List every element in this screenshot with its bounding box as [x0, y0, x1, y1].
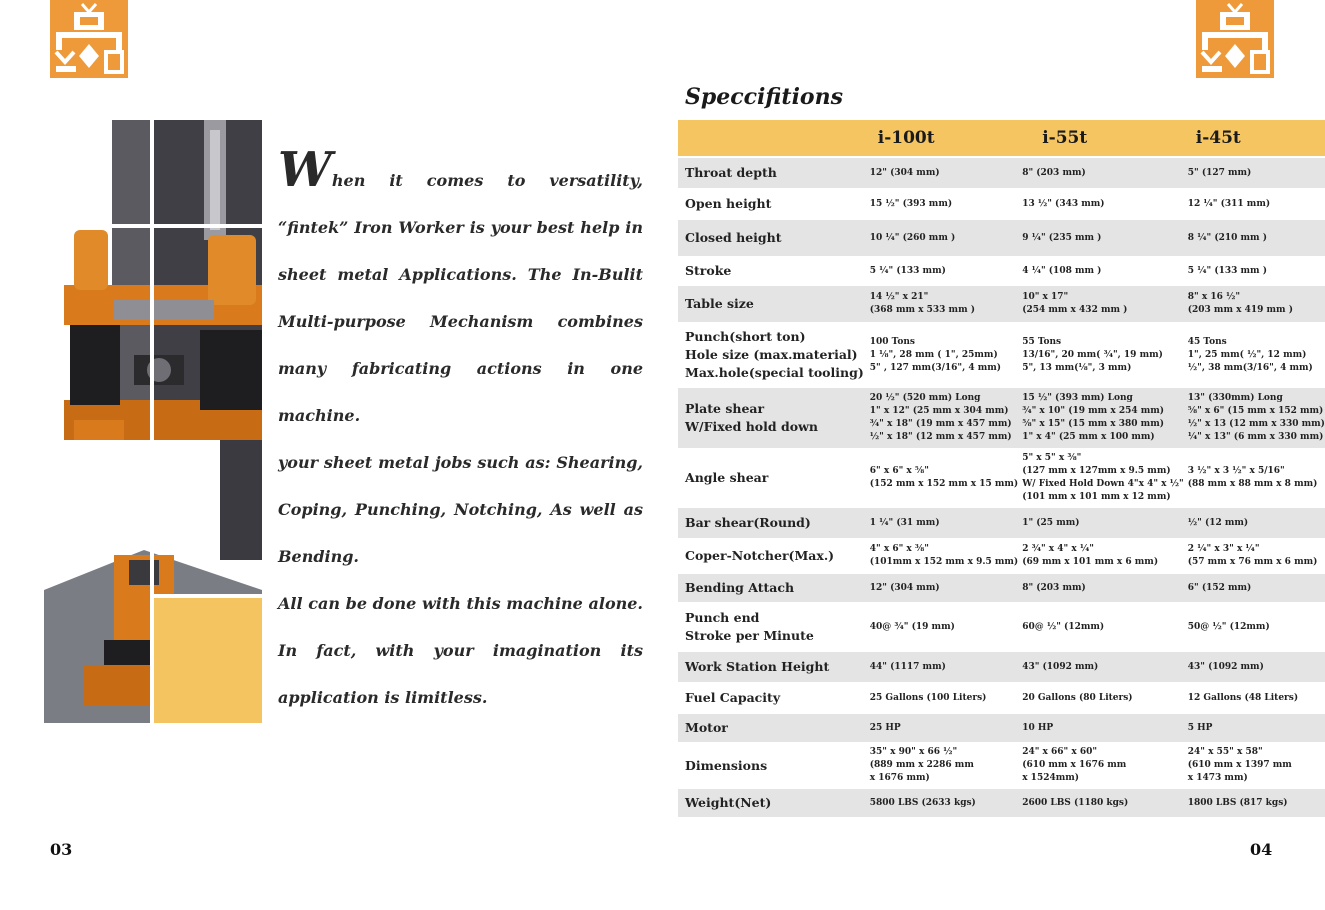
spec-value — [1018, 572, 1184, 602]
spec-value-line: (610 mm x 1397 mm — [1187, 760, 1292, 770]
spec-value-line: 8" x 16 ½" — [1187, 292, 1241, 302]
spec-value-line: 12" (304 mm) — [869, 582, 940, 593]
spec-value-line: 13" (330mm) Long — [1187, 393, 1283, 403]
spec-row — [678, 284, 1325, 322]
spec-value — [864, 712, 1018, 742]
spec-label-line: Bar shear(Round) — [685, 515, 811, 530]
page-number-right: 04 — [1250, 840, 1273, 859]
spec-value — [1018, 506, 1184, 538]
spec-value — [1018, 742, 1184, 787]
spec-label-line: Table size — [685, 296, 754, 311]
spec-value — [1184, 284, 1325, 322]
spec-value-line: (889 mm x 2286 mm — [869, 760, 974, 770]
drop-cap: W — [278, 142, 332, 198]
spec-value — [1018, 218, 1184, 256]
spec-value-line: 100 Tons — [869, 336, 915, 347]
spec-label — [678, 682, 864, 712]
spec-value-line: (101mm x 152 mm x 9.5 mm) — [869, 557, 1019, 567]
spec-label-line: Plate shear — [685, 401, 765, 416]
spec-label — [678, 712, 864, 742]
spec-value-line: 4" x 6" x ⅜" — [869, 544, 929, 554]
spec-value — [864, 322, 1018, 386]
spec-label-line: Angle shear — [685, 470, 769, 485]
spec-value-line: 10 ¼" (260 mm ) — [869, 232, 956, 243]
spec-value-line: 8" (203 mm) — [1022, 582, 1086, 593]
spec-label-line: Open height — [685, 196, 772, 211]
spec-value-line: 6" (152 mm) — [1187, 582, 1252, 593]
spec-value — [864, 602, 1018, 650]
spec-value-line: 43" (1092 mm) — [1022, 661, 1099, 672]
spec-value — [864, 572, 1018, 602]
spec-value-line: 12 ¼" (311 mm) — [1187, 198, 1271, 209]
spec-value — [1018, 188, 1184, 218]
model-header-i-45t: i-45t — [1184, 120, 1325, 156]
spec-value-line: ¼" x 13" (6 mm x 330 mm) — [1187, 432, 1324, 442]
spec-row — [678, 256, 1325, 284]
spec-value — [1184, 256, 1325, 284]
spec-label-line: Stroke — [685, 263, 732, 278]
spec-value-line: 2 ¾" x 4" x ¼" — [1022, 544, 1094, 554]
spec-value-line: 45 Tons — [1187, 336, 1227, 347]
spec-row — [678, 787, 1325, 817]
spec-value-line: 5 ¼" (133 mm) — [869, 265, 946, 276]
spec-value — [864, 284, 1018, 322]
spec-value-line: 4 ¼" (108 mm ) — [1022, 265, 1102, 276]
spec-value — [1184, 650, 1325, 682]
intro-paragraph-3: All can be done with this machine alone. In fact, with your imagination its application is limitless. — [278, 594, 643, 707]
spec-label — [678, 218, 864, 256]
spec-value-line: 8" (203 mm) — [1022, 167, 1086, 178]
model-header-i-55t: i-55t — [1018, 120, 1184, 156]
spec-value-line: ¾" x 10" (19 mm x 254 mm) — [1022, 406, 1165, 416]
spec-label — [678, 506, 864, 538]
spec-value — [1018, 602, 1184, 650]
spec-value-line: ¾" x 18" (19 mm x 457 mm) — [869, 419, 1012, 429]
spec-value — [864, 448, 1018, 506]
spec-value — [1018, 650, 1184, 682]
spec-row — [678, 538, 1325, 572]
spec-label — [678, 188, 864, 218]
spec-row — [678, 218, 1325, 256]
spec-label-line: Dimensions — [685, 757, 768, 773]
spec-row — [678, 188, 1325, 218]
spec-value-line: 35" x 90" x 66 ½" — [869, 747, 958, 757]
spec-label-line: Bending Attach — [685, 580, 795, 595]
spec-label — [678, 156, 864, 188]
spec-value — [1184, 787, 1325, 817]
spec-value-line: 24" x 55" x 58" — [1187, 747, 1263, 757]
spec-value-line: ⅝" x 6" (15 mm x 152 mm) — [1187, 406, 1324, 416]
spec-label — [678, 448, 864, 506]
page-number-left: 03 — [50, 840, 73, 859]
spec-value-line: 5" (127 mm) — [1187, 167, 1252, 178]
spec-value-line: (254 mm x 432 mm ) — [1022, 305, 1128, 315]
fintek-robot-logo-icon — [50, 0, 128, 78]
spec-value-line: x 1676 mm) — [869, 773, 930, 783]
spec-value — [864, 538, 1018, 572]
spec-value — [1018, 156, 1184, 188]
spec-value-line: 15 ½" (393 mm) Long — [1022, 393, 1133, 403]
spec-value-line: (57 mm x 76 mm x 6 mm) — [1187, 557, 1318, 567]
spec-value-line: 10 HP — [1022, 722, 1054, 733]
spec-label-line: Throat depth — [685, 165, 777, 180]
spec-value-line: 2 ¼" x 3" x ¼" — [1187, 544, 1260, 554]
spec-value-line: 12" (304 mm) — [869, 167, 940, 178]
spec-value — [1184, 506, 1325, 538]
spec-header-empty — [678, 120, 864, 156]
spec-label — [678, 572, 864, 602]
spec-value-line: 20 ½" (520 mm) Long — [869, 393, 981, 403]
spec-value — [864, 156, 1018, 188]
spec-value-line: 44" (1117 mm) — [869, 661, 946, 672]
spec-label-line: Punch end — [685, 610, 760, 625]
spec-value — [1018, 386, 1184, 448]
spec-value-line: 40@ ¾" (19 mm) — [869, 621, 955, 632]
spec-value — [864, 386, 1018, 448]
spec-label — [678, 284, 864, 322]
spec-value-line: 1" x 4" (25 mm x 100 mm) — [1022, 432, 1155, 442]
spec-value — [1018, 284, 1184, 322]
spec-row — [678, 322, 1325, 386]
spec-value-line: 1" x 12" (25 mm x 304 mm) — [869, 406, 1009, 416]
spec-label-line: Closed height — [685, 230, 782, 245]
spec-value-line: x 1524mm) — [1022, 773, 1080, 783]
spec-label — [678, 322, 864, 386]
spec-row — [678, 448, 1325, 506]
spec-label — [678, 256, 864, 284]
spec-value — [1184, 572, 1325, 602]
spec-value-line: 24" x 66" x 60" — [1022, 747, 1098, 757]
spec-label-line: Work Station Height — [685, 659, 830, 674]
spec-value-line: ⅝" x 15" (15 mm x 380 mm) — [1022, 419, 1164, 429]
spec-value — [864, 742, 1018, 787]
spec-value-line: 5" , 127 mm(3/16", 4 mm) — [869, 362, 1002, 373]
spec-value-line: 6" x 6" x ⅝" — [869, 466, 929, 476]
spec-label-line: Fuel Capacity — [685, 690, 781, 705]
spec-value — [1184, 682, 1325, 712]
spec-value-line: 1 ¼" (31 mm) — [869, 517, 940, 528]
spec-value — [1184, 538, 1325, 572]
spec-label — [678, 386, 864, 448]
spec-value — [1018, 682, 1184, 712]
spec-value-line: 14 ½" x 21" — [869, 292, 929, 302]
spec-value — [1184, 322, 1325, 386]
spec-value — [1018, 538, 1184, 572]
spec-value — [1184, 188, 1325, 218]
spec-value-line: 5" x 5" x ⅜" — [1022, 453, 1082, 463]
spec-value — [1184, 156, 1325, 188]
spec-value — [864, 506, 1018, 538]
spec-row — [678, 572, 1325, 602]
spec-value-line: ½" x 18" (12 mm x 457 mm) — [869, 432, 1012, 442]
spec-value-line: (69 mm x 101 mm x 6 mm) — [1022, 557, 1159, 567]
spec-label — [678, 538, 864, 572]
spec-value — [1184, 386, 1325, 448]
spec-row — [678, 156, 1325, 188]
spec-value-line: 3 ½" x 3 ½" x 5/16" — [1187, 466, 1285, 476]
spec-value-line: 1" (25 mm) — [1022, 517, 1080, 528]
spec-row — [678, 506, 1325, 538]
spec-value-line: ½" x 13 (12 mm x 330 mm) — [1187, 419, 1325, 429]
spec-value-line: (152 mm x 152 mm x 15 mm) — [869, 479, 1019, 489]
spec-value-line: 13/16", 20 mm( ¾", 19 mm) — [1022, 349, 1163, 360]
spec-value — [864, 787, 1018, 817]
spec-table — [678, 120, 1325, 817]
intro-text — [278, 142, 643, 721]
spec-value-line: (127 mm x 127mm x 9.5 mm) — [1022, 466, 1171, 476]
spec-value-line: 5800 LBS (2633 kgs) — [869, 797, 976, 808]
spec-label-line: Coper-Notcher(Max.) — [685, 548, 835, 563]
spec-row — [678, 682, 1325, 712]
spec-value-line: 20 Gallons (80 Liters) — [1022, 692, 1133, 703]
spec-value-line: ½" (12 mm) — [1187, 517, 1249, 528]
spec-value — [1018, 322, 1184, 386]
spec-value-line: 15 ½" (393 mm) — [869, 198, 953, 209]
spec-label-line: Weight(Net) — [685, 795, 772, 810]
spec-value-line: (203 mm x 419 mm ) — [1187, 305, 1293, 315]
intro-paragraph-1: When it comes to versatility, “fintek” Iron Worker is your best help in sheet metal Applications. The In-Bulit Multi-purpose Mechanism combines many fabricating actions in one machine. — [278, 142, 643, 425]
spec-value-line: 1", 25 mm( ½", 12 mm) — [1187, 349, 1307, 360]
spec-row — [678, 712, 1325, 742]
spec-value-line: 13 ½" (343 mm) — [1022, 198, 1105, 209]
spec-value-line: 25 Gallons (100 Liters) — [869, 692, 987, 703]
spec-value-line: 5 HP — [1187, 722, 1213, 733]
spec-value — [1184, 712, 1325, 742]
spec-label-line: Max.hole(special tooling) — [685, 365, 864, 380]
model-header-i-100t: i-100t — [864, 120, 1018, 156]
spec-row — [678, 386, 1325, 448]
spec-value — [864, 650, 1018, 682]
spec-label — [678, 742, 864, 787]
spec-value — [1018, 256, 1184, 284]
spec-value-line: x 1473 mm) — [1187, 773, 1248, 783]
spec-value — [1184, 448, 1325, 506]
spec-row — [678, 742, 1325, 787]
spec-label — [678, 602, 864, 650]
spec-value-line: 5 ¼" (133 mm ) — [1187, 265, 1267, 276]
spec-row — [678, 650, 1325, 682]
spec-value — [864, 682, 1018, 712]
spec-value-line: 60@ ½" (12mm) — [1022, 621, 1105, 632]
spec-value-line: W/ Fixed Hold Down 4"x 4" x ½" — [1022, 479, 1184, 489]
spec-value — [1184, 742, 1325, 787]
spec-label-line: Motor — [685, 720, 728, 735]
iron-worker-machine-photo — [44, 120, 262, 723]
spec-value-line: (610 mm x 1676 mm — [1022, 760, 1127, 770]
spec-value-line: 5", 13 mm(⅛", 3 mm) — [1022, 362, 1132, 373]
spec-label-line: Punch(short ton) — [685, 329, 806, 344]
spec-value — [1018, 448, 1184, 506]
spec-value-line: 25 HP — [869, 722, 901, 733]
spec-value-line: ½", 38 mm(3/16", 4 mm) — [1187, 362, 1313, 373]
spec-value-line: 43" (1092 mm) — [1187, 661, 1264, 672]
spec-table-body — [678, 156, 1325, 817]
spec-value — [864, 188, 1018, 218]
spec-value — [1184, 602, 1325, 650]
spec-value-line: 1800 LBS (817 kgs) — [1187, 797, 1288, 808]
spec-label — [678, 650, 864, 682]
spec-value-line: (101 mm x 101 mm x 12 mm) — [1022, 492, 1171, 502]
spec-header-row — [678, 120, 1325, 156]
spec-title: Speccifitions — [685, 84, 843, 110]
spec-value-line: 55 Tons — [1022, 336, 1062, 347]
spec-label-line: Stroke per Minute — [685, 628, 814, 643]
spec-value — [864, 218, 1018, 256]
spec-value-line: (368 mm x 533 mm ) — [869, 305, 975, 315]
spec-value — [1184, 218, 1325, 256]
spec-label — [678, 787, 864, 817]
spec-label-line: Hole size (max.material) — [685, 347, 858, 362]
fintek-robot-logo-icon — [1196, 0, 1274, 78]
intro-paragraph-2: your sheet metal jobs such as: Shearing, Coping, Punching, Notching, As well as Bending. — [278, 453, 643, 566]
spec-label-line: W/Fixed hold down — [685, 419, 818, 434]
spec-row — [678, 602, 1325, 650]
spec-value-line: 8 ¼" (210 mm ) — [1187, 232, 1267, 243]
spec-value-line: 2600 LBS (1180 kgs) — [1022, 797, 1129, 808]
spec-value-line: 1 ⅛", 28 mm ( 1", 25mm) — [869, 349, 998, 360]
spec-value-line: 9 ¼" (235 mm ) — [1022, 232, 1102, 243]
spec-value-line: (88 mm x 88 mm x 8 mm) — [1187, 479, 1318, 489]
spec-value — [864, 256, 1018, 284]
spec-value — [1018, 712, 1184, 742]
spec-value-line: 12 Gallons (48 Liters) — [1187, 692, 1299, 703]
spec-value-line: 10" x 17" — [1022, 292, 1069, 302]
spec-value — [1018, 787, 1184, 817]
spec-value-line: 50@ ½" (12mm) — [1187, 621, 1270, 632]
